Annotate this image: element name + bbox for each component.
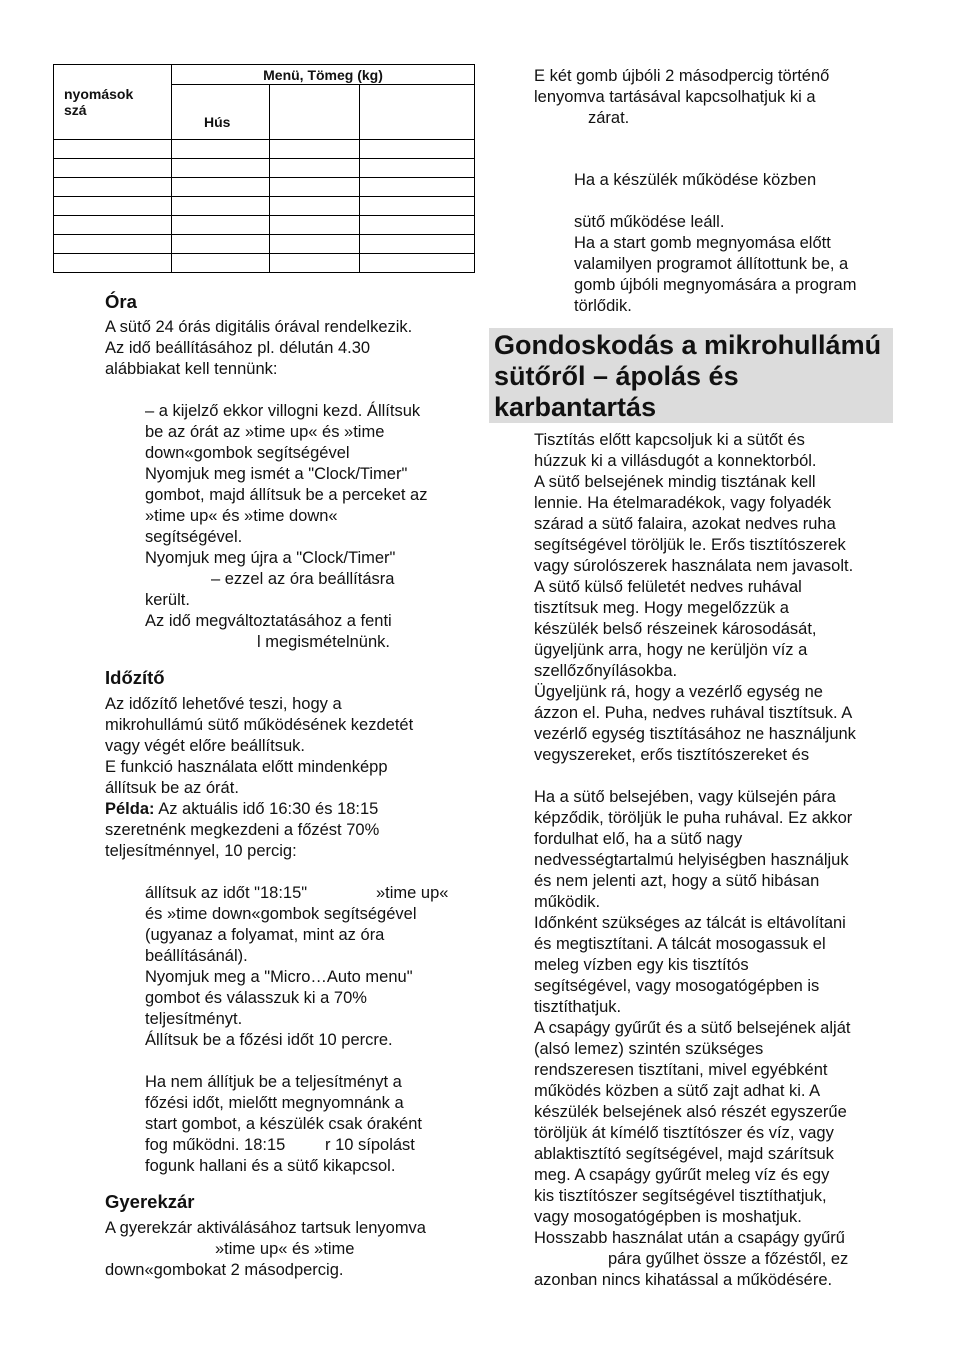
care-text-line: ablaktisztító segítségével, majd szárítsuk (534, 1145, 834, 1163)
care-text-line: és nem jelenti azt, hogy a sütő hibásan (534, 872, 820, 890)
timer-intro-line: állítsuk be az órát. (105, 779, 239, 797)
care-text-line: húzzuk ki a villásdugót a konnektorból. (534, 452, 817, 470)
table-header-meat-label: Hús (204, 114, 231, 130)
table-header-presses-line2: szá (64, 102, 87, 118)
care-text-line: segítségével töröljük le. Erős tisztítószerek (534, 536, 846, 554)
care-text-line: (alsó lemez) szintén szükséges (534, 1040, 764, 1058)
timer-note-line: főzési időt, mielőtt megnyomnánk a (145, 1094, 404, 1112)
timer-example-text: Az aktuális idő 16:30 és 18:15 (154, 800, 379, 818)
table-header-empty-2 (360, 85, 475, 140)
care-text-line: fordulhat elő, ha a sütő nagy (534, 830, 743, 848)
timer-intro-line: vagy végét előre beállítsuk. (105, 737, 305, 755)
child-lock-line: down«gombokat 2 másodpercig. (105, 1261, 344, 1279)
clock-step-line: l megismételnünk. (257, 633, 390, 651)
table-header-empty-1 (270, 85, 360, 140)
care-text-line: szárad a sütő falaira, azokat nedves ruha (534, 515, 836, 533)
section-heading-clock: Óra (105, 291, 137, 312)
clock-step-line: be az órát az »time up« és »time (145, 423, 385, 441)
child-lock-line: »time up« és »time (215, 1240, 355, 1258)
care-text-line: működik. (534, 893, 601, 911)
table-row (54, 216, 475, 235)
timer-step-line: »time up« (376, 884, 449, 902)
clock-intro-line: Az idő beállításához pl. délután 4.30 (105, 339, 371, 357)
timer-example-label: Példa: (105, 800, 155, 818)
table-header-menu-weight: Menü, Tömeg (kg) (172, 65, 475, 85)
care-text-line: Hosszabb használat után a csapágy gyűrű (534, 1229, 845, 1247)
clock-intro-line: A sütő 24 órás digitális órával rendelkezik. (105, 318, 413, 336)
stop-line: valamilyen programot állítottunk be, a (574, 255, 849, 273)
care-heading-line: sütőről – ápolás és (494, 361, 739, 391)
care-text-line: ügyeljünk arra, hogy ne kerüljön víz a (534, 641, 808, 659)
care-text-line: Időnként szükséges az tálcát is eltávolítani (534, 914, 846, 932)
table-row (54, 254, 475, 273)
stop-line: gomb újbóli megnyomására a program (574, 276, 857, 294)
timer-step-line: Állítsuk be a főzési időt 10 percre. (145, 1031, 393, 1049)
clock-step-line: – a kijelző ekkor villogni kezd. Állítsuk (145, 402, 421, 420)
timer-step-line: és »time down«gombok segítségével (145, 905, 417, 923)
timer-example-line (105, 799, 378, 820)
menu-weight-table (53, 64, 475, 273)
table-header-presses (54, 65, 172, 140)
timer-step-line: beállításánál). (145, 947, 248, 965)
unlock-line: zárat. (588, 109, 630, 127)
clock-step-line: Nyomjuk meg újra a "Clock/Timer" (145, 549, 396, 567)
timer-step-line: teljesítményt. (145, 1010, 243, 1028)
table-row (54, 197, 475, 216)
clock-step-line: került. (145, 591, 190, 609)
care-text-line: vegyszereket, erős tisztítószereket és (534, 746, 810, 764)
table-row (54, 235, 475, 254)
clock-step-line: Az idő megváltoztatásához a fenti (145, 612, 392, 630)
timer-intro-line: Az időzítő lehetővé teszi, hogy a (105, 695, 342, 713)
clock-intro-line: alábbiakat kell tennünk: (105, 360, 278, 378)
timer-note-line: Ha nem állítjuk be a teljesítményt a (145, 1073, 402, 1091)
timer-intro-line: mikrohullámú sütő működésének kezdetét (105, 716, 414, 734)
care-text-line: nedvességtartalmú helyiségben használjuk (534, 851, 849, 869)
care-text-line: ázzon el. Puha, nedves ruhával tisztítsuk. A (534, 704, 853, 722)
care-text-line: azonban nincs kihatással a működésére. (534, 1271, 833, 1289)
stop-line: Ha a készülék működése közben (574, 171, 817, 189)
care-text-line: és megtisztítani. A tálcát mosogassuk el (534, 935, 826, 953)
care-text-line: tisztíthatjuk. (534, 998, 622, 1016)
care-text-line: meleg vízben egy kis tisztítós (534, 956, 749, 974)
care-text-line: A sütő külső felületét nedves ruhával (534, 578, 802, 596)
clock-step-line: »time up« és »time down« (145, 507, 338, 525)
section-heading-child-lock: Gyerekzár (105, 1191, 195, 1212)
table-header-meat (172, 85, 270, 140)
clock-step-line: – ezzel az óra beállításra (211, 570, 395, 588)
care-text-line: vezérlő egység tisztításához ne használjunk (534, 725, 856, 743)
care-text-line: segítségével, vagy mosogatógépben is (534, 977, 820, 995)
care-text-line: töröljük át kímélő tisztítószer és víz, vagy (534, 1124, 834, 1142)
care-text-line: Ha a sütő belsejében, vagy külsején pára (534, 788, 836, 806)
care-text-line: meg. A csapágy gyűrűt meleg víz és egy (534, 1166, 830, 1184)
stop-line: sütő működése leáll. (574, 213, 725, 231)
stop-line: Ha a start gomb megnyomása előtt (574, 234, 831, 252)
care-text-line: A sütő belsejének mindig tisztának kell (534, 473, 816, 491)
care-text-line: készülék belsejének alsó részét egyszerűe (534, 1103, 847, 1121)
care-text-line: pára gyűlhet össze a főzéstől, ez (608, 1250, 849, 1268)
clock-step-line: Nyomjuk meg ismét a "Clock/Timer" (145, 465, 408, 483)
table-row (54, 159, 475, 178)
section-heading-timer: Időzítő (105, 667, 165, 688)
care-text-line: képződik, töröljük le puha ruhával. Ez akkor (534, 809, 853, 827)
care-text-line: A csapágy gyűrűt és a sütő belsejének alját (534, 1019, 851, 1037)
timer-example-line: teljesítménnyel, 10 percig: (105, 842, 297, 860)
timer-step-line: gombot és válasszuk ki a 70% (145, 989, 367, 1007)
care-text-line: működés közben a sütő zajt adhat ki. A (534, 1082, 821, 1100)
care-text-line: vagy súrolószerek használata nem javasolt. (534, 557, 854, 575)
care-text-line: készülék belső részeinek károsodását, (534, 620, 817, 638)
timer-intro-line: E funkció használata előtt mindenképp (105, 758, 388, 776)
table-row (54, 178, 475, 197)
care-heading-line: Gondoskodás a mikrohullámú (494, 330, 882, 360)
care-text-line: lennie. Ha ételmaradékok, vagy folyadék (534, 494, 832, 512)
unlock-line: E két gomb újbóli 2 másodpercig történő (534, 67, 830, 85)
timer-note-line: fog működni. 18:15 (145, 1136, 286, 1154)
child-lock-line: A gyerekzár aktiválásához tartsuk lenyomva (105, 1219, 426, 1237)
timer-step-line: Nyomjuk meg a "Micro…Auto menu" (145, 968, 413, 986)
care-text-line: rendszeresen tisztítani, mivel egyébként (534, 1061, 828, 1079)
table-header-presses-line1: nyomások (64, 86, 134, 102)
care-text-line: Tisztítás előtt kapcsoljuk ki a sütőt és (534, 431, 805, 449)
care-text-line: Ügyeljünk rá, hogy a vezérlő egység ne (534, 683, 823, 701)
care-text-line: szellőzőnyílásokba. (534, 662, 678, 680)
timer-note-line: start gombot, a készülék csak óraként (145, 1115, 422, 1133)
care-heading-line: karbantartás (494, 392, 657, 422)
timer-note-line: r 10 sípolást (325, 1136, 415, 1154)
timer-step-line: állítsuk az időt "18:15" (145, 884, 308, 902)
timer-note-line: fogunk hallani és a sütő kikapcsol. (145, 1157, 396, 1175)
clock-step-line: segítségével. (145, 528, 243, 546)
care-text-line: kis tisztítószer segítségével tisztíthatjuk, (534, 1187, 827, 1205)
care-text-line: tisztítsuk meg. Hogy megelőzzük a (534, 599, 789, 617)
table-row (54, 140, 475, 159)
care-text-line: vagy mosogatógépben is moshatjuk. (534, 1208, 802, 1226)
clock-step-line: down«gombok segítségével (145, 444, 350, 462)
timer-example-line: szeretnénk megkezdeni a főzést 70% (105, 821, 380, 839)
clock-step-line: gombot, majd állítsuk be a perceket az (145, 486, 428, 504)
unlock-line: lenyomva tartásával kapcsolhatjuk ki a (534, 88, 816, 106)
stop-line: törlődik. (574, 297, 632, 315)
timer-step-line: (ugyanaz a folyamat, mint az óra (145, 926, 385, 944)
